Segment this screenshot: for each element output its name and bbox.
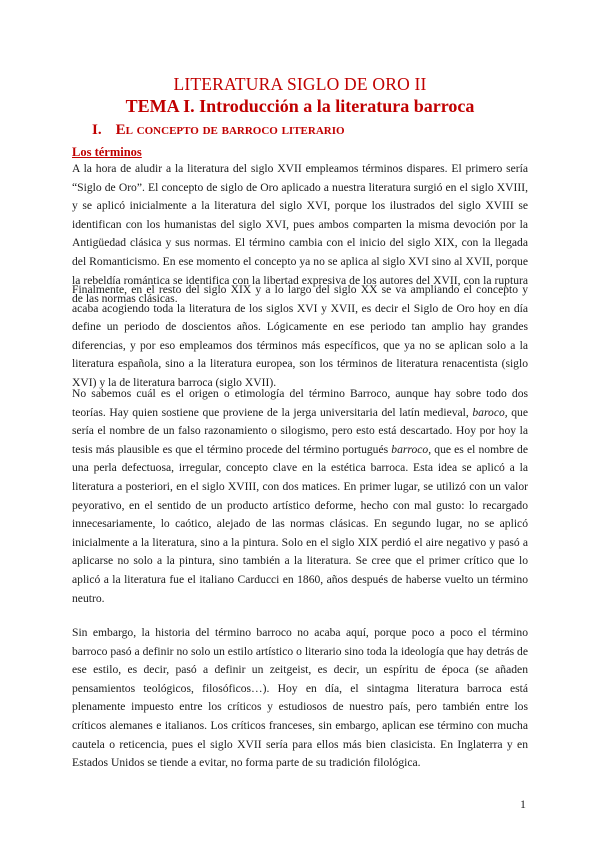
paragraph-2: Finalmente, en el resto del siglo XIX y a lo largo del siglo XX se va ampliando el concepto y acaba acogiendo toda la literatura de los siglos XVI y XVII, es decir el Siglo de Oro hoy en día define un periodo de doscientos años. Lógicamente en ese periodo tan amplio hay grandes diferencias, y por eso empleamos dos términos más específicos, que ya no se aplican solo a la literatura española, sino a la literatura europea, son los términos de literatura renacentista (siglo XVI) y la de literatura barroca (siglo XVII). [72,283,528,389]
italic-term-barroco: barroco [391,442,429,456]
paragraph-3-text-e: , que es el nombre de una perla defectuosa, irregular, concepto clave en la estética barroca. Esta idea se aplicó a la literatura a posteriori, en el siglo XVIII, con dos matices. En primer lugar, se utilizó con un valor peyorativo, en el sentido de un producto artístico deforme, hecho con mal gusto: lo recargado innecesariamente, lo caótico, alejado de las normas clásicas. En segundo lugar, no se aplicó inicialmente a la literatura, sino a la pintura. Solo en el siglo XIX perdió el aire negativo y pasó a aplicarse no solo a la pintura, sino también a la literatura. Se cree que el primer crítico que lo aplicó a la literatura fue el italiano Carducci en 1860, años después de haberse vuelto un término neutro. [72,442,528,605]
section-heading [92,122,345,139]
section-title: El concepto de barroco literario [115,122,345,138]
paragraph-1: A la hora de aludir a la literatura del siglo XVII empleamos términos dispares. El primero sería “Siglo de Oro”. El concepto de siglo de Oro aplicado a nuestra literatura surgió en el siglo XVIII, y se aplicó inicialmente a la literatura del siglo XVI, porque los ilustrados del siglo XVIII se identifican con los humanistas del siglo XVI, pues ambos comparten la misma devoción por la Antigüedad clásica y sus normas. El término cambia con el inicio del siglo XIX, con la llegada del Romanticismo. En ese momento el concepto ya no se aplica al siglo XVI sino al XVII, porque la rebeldía romántica se identifica con la libertad expresiva de los autores del XVII, con la ruptura de las normas clásicas. [72,162,528,306]
course-title: LITERATURA SIGLO DE ORO II [173,74,427,94]
unit-title: TEMA I. Introducción a la literatura barroca [125,96,475,116]
subsection-title: Los términos [72,145,142,159]
page-number: 1 [520,797,526,811]
paragraph-3-text-c: que sería el nombre de un falso razonamiento o silogismo, pero esto está descartado. Hoy por hoy la tesis más plausible es que el término procede del término portugués [72,405,528,456]
section-number: I. [92,122,102,138]
paragraph-3-text-a: No sabemos cuál es el origen o etimología del término Barroco, aunque hay sobre todo dos teorías. Hay quien sostiene que proviene de la jerga universitaria del latín medieval, [72,387,528,419]
paragraph-4: Sin embargo, la historia del término barroco no acaba aquí, porque poco a poco el término barroco pasó a definir no solo un estilo artístico o literario sino toda la ideología que hay detrás de ese estilo, es decir, pasó a definir un zeitgeist, es decir, un espíritu de época (se añaden pensamientos teológicos, filosóficos…). Hoy en día, el sintagma literatura barroca está plenamente impuesto entre los críticos y estudiosos de nuestro país, pero también entre los críticos alemanes e italianos. Los críticos franceses, sin embargo, aplican ese término con mucha cautela o reticencia, pues el siglo XVII sería para ellos más bien clasicista. En Inglaterra y en Estados Unidos se tiende a evitar, no forma parte de su tradición filológica. [72,626,528,770]
italic-term-baroco: baroco, [472,405,508,419]
paragraph-3 [72,385,528,608]
